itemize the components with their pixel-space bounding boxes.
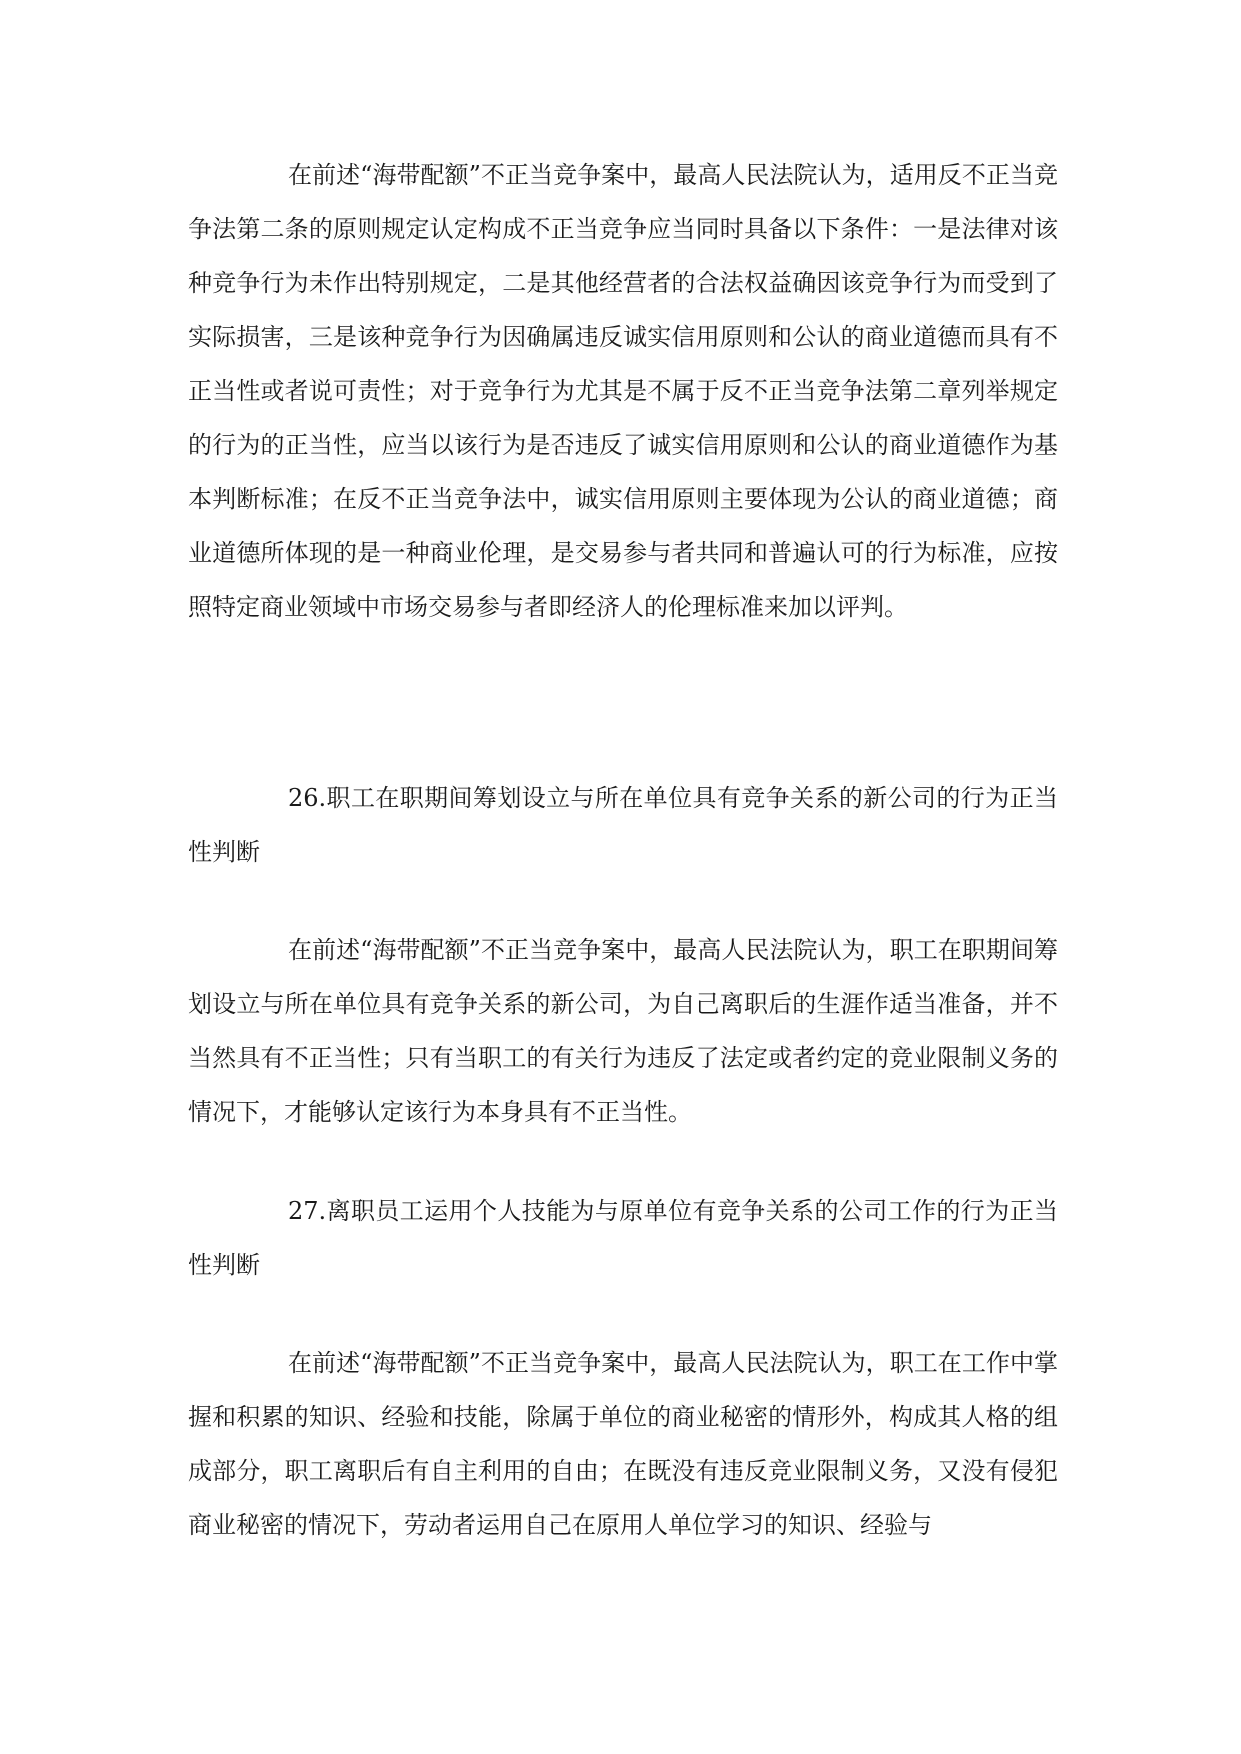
paragraph-departed-employee-skills: 在前述“海带配额”不正当竞争案中，最高人民法院认为，职工在工作中掌握和积累的知识、经验和技能，除属于单位的商业秘密的情形外，构成其人格的组成部分，职工离职后有自主利用的自由；在既没有违反竞业限制义务，又没有侵犯商业秘密的情况下，劳动者运用自己在原用人单位学习的知识、经验与 xyxy=(188,1349,1058,1539)
section-heading-26: 26.职工在职期间筹划设立与所在单位具有竞争关系的新公司的行为正当性判断 xyxy=(188,784,1058,866)
section-heading-27: 27.离职员工运用个人技能为与原单位有竞争关系的公司工作的行为正当性判断 xyxy=(188,1197,1058,1279)
paragraph-seaweed-quota-principle: 在前述“海带配额”不正当竞争案中，最高人民法院认为，适用反不正当竞争法第二条的原则规定认定构成不正当竞争应当同时具备以下条件：一是法律对该种竞争行为未作出特别规定，二是其他经营者的合法权益确因该竞争行为而受到了实际损害，三是该种竞争行为因确属违反诚实信用原则和公认的商业道德而具有不正当性或者说可责性；对于竞争行为尤其是不属于反不正当竞争法第二章列举规定的行为的正当性，应当以该行为是否违反了诚实信用原则和公认的商业道德作为基本判断标准；在反不正当竞争法中，诚实信用原则主要体现为公认的商业道德；商业道德所体现的是一种商业伦理，是交易参与者共同和普遍认可的行为标准，应按照特定商业领域中市场交易参与者即经济人的伦理标准来加以评判。 xyxy=(188,161,1058,621)
paragraph-employee-new-company: 在前述“海带配额”不正当竞争案中，最高人民法院认为，职工在职期间筹划设立与所在单位具有竞争关系的新公司，为自己离职后的生涯作适当准备，并不当然具有不正当性；只有当职工的有关行为违反了法定或者约定的竞业限制义务的情况下，才能够认定该行为本身具有不正当性。 xyxy=(188,936,1058,1126)
